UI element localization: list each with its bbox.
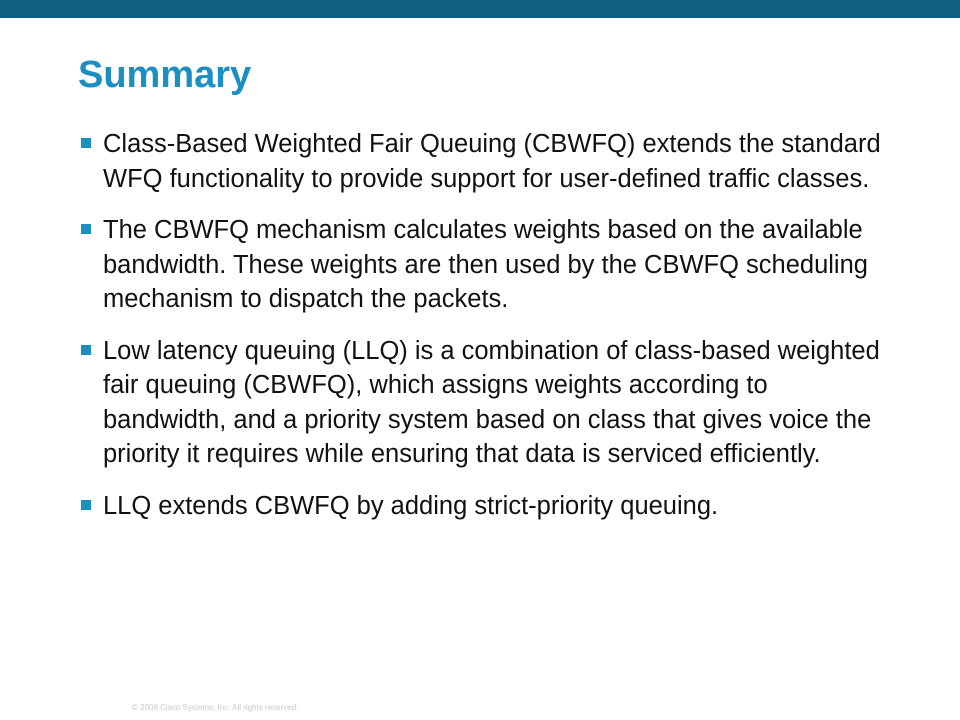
slide-title: Summary [78, 54, 252, 96]
bullet-item [78, 127, 898, 196]
copyright-footer: © 2006 Cisco Systems, Inc. All rights reserved. [132, 703, 299, 712]
bullet-text: Low latency queuing (LLQ) is a combination of class-based weighted fair queuing (CBWFQ), which assigns weights according to bandwidth, and a priority system based on class that gives voice the priority it requires while ensuring that data is serviced efficiently. [103, 336, 880, 468]
bullet-item [78, 213, 898, 317]
square-bullet-icon [81, 500, 91, 510]
bullet-text: Class-Based Weighted Fair Queuing (CBWFQ) extends the standard WFQ functionality to provide support for user-defined traffic classes. [103, 130, 881, 193]
bullet-list [78, 127, 898, 523]
bullet-item [78, 489, 898, 524]
bullet-text: LLQ extends CBWFQ by adding strict-priority queuing. [103, 491, 719, 520]
bullet-item [78, 334, 898, 472]
square-bullet-icon [81, 138, 91, 148]
square-bullet-icon [81, 224, 91, 234]
square-bullet-icon [81, 345, 91, 355]
bullet-text: The CBWFQ mechanism calculates weights based on the available bandwidth. These weights are then used by the CBWFQ scheduling mechanism to dispatch the packets. [103, 216, 868, 313]
top-bar [0, 0, 960, 18]
